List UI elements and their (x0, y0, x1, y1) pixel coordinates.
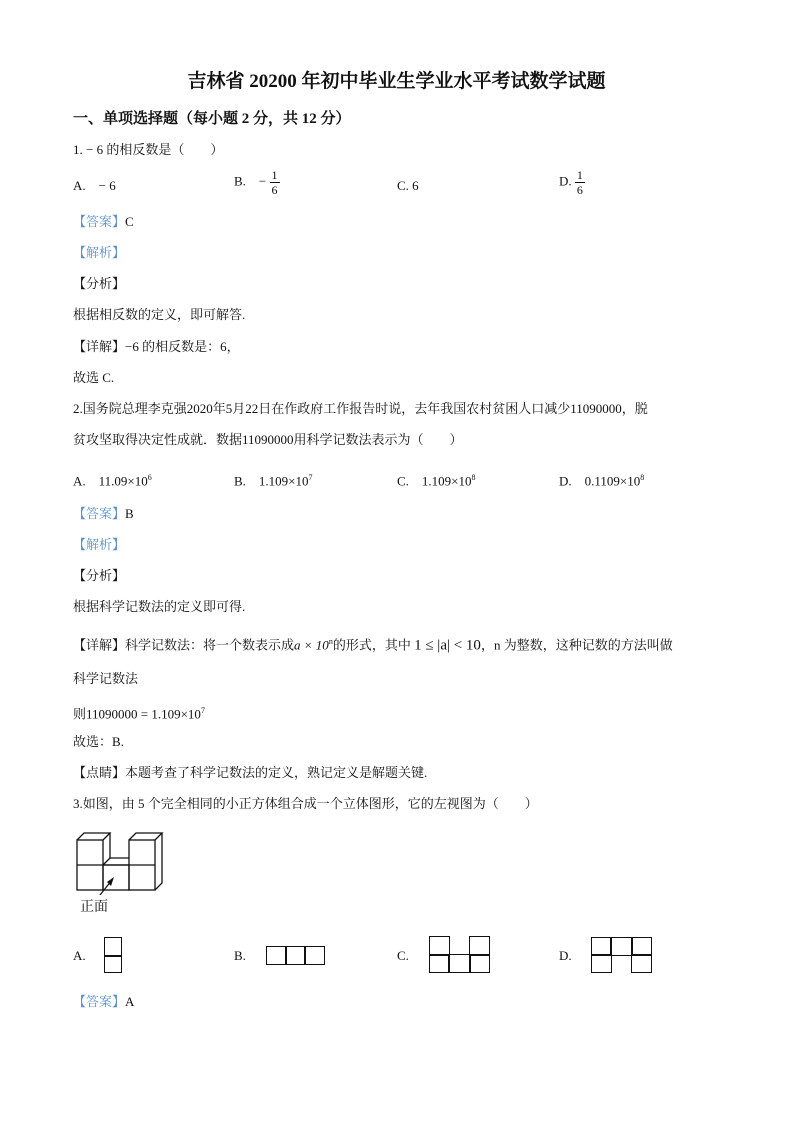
calc-text: 则11090000 = 1.109×10 (73, 706, 201, 722)
detail-text: 科学记数法：将一个数表示成 (125, 637, 295, 653)
q2-detail-cont: 科学记数法 (73, 671, 139, 686)
q2-option-a (73, 469, 152, 490)
q2-fenxi: 根据科学记数法的定义即可得. (73, 599, 246, 614)
q1-option-d (559, 168, 585, 197)
q3-option-a: A. (73, 948, 86, 963)
detail-text: −6 的相反数是：6， (125, 339, 240, 354)
answer-label: 【答案】 (73, 994, 126, 1009)
option-text: C. 1.109×10 (397, 473, 472, 489)
exponent: 8 (471, 473, 476, 482)
exponent: 7 (308, 473, 313, 482)
exponent: 7 (200, 706, 205, 715)
q1-stem: 1. − 6 的相反数是（ ） (73, 142, 224, 157)
page-title: 吉林省 20200 年初中毕业生学业水平考试数学试题 (187, 71, 606, 92)
q1-option-c: C. 6 (397, 178, 419, 193)
q3-option-d: D. (559, 948, 572, 963)
answer-value: A (125, 994, 135, 1009)
section-heading: 一、单项选择题（每小题 2 分，共 12 分） (73, 111, 351, 127)
q2-option-d (559, 469, 644, 490)
exponent: 8 (640, 473, 645, 482)
q3-option-b: B. (234, 948, 246, 963)
comment-label: 【点睛】 (73, 765, 126, 780)
q1-fenxi: 根据相反数的定义，即可解答. (73, 307, 246, 322)
solid-figure (74, 830, 169, 895)
detail-label: 【详解】 (73, 339, 126, 354)
answer-label: 【答案】 (73, 214, 126, 229)
q2-calc (73, 702, 205, 723)
detail-text: ，n 为整数，这种记数的方法叫做 (480, 637, 673, 653)
q1-conclusion: 故选 C. (73, 370, 115, 385)
fraction (270, 168, 280, 197)
q2-option-b (234, 469, 313, 490)
formula: a × 10 (294, 637, 329, 653)
option-text: A. 11.09×10 (73, 473, 148, 489)
q2-analysis-label: 【解析】 (73, 537, 126, 552)
formula: 1 ≤ |a| < 10 (414, 637, 481, 654)
exponent: n (328, 637, 333, 646)
q1-option-a: A. − 6 (73, 178, 116, 193)
option-text: B. 1.109×10 (234, 473, 309, 489)
q2-fenxi-label: 【分析】 (73, 568, 126, 583)
q3-option-c: C. (397, 948, 409, 963)
q2-stem-2: 贫攻坚取得决定性成就．数据11090000用科学记数法表示为（ ） (73, 432, 463, 447)
q1-d-label: D. (559, 173, 572, 189)
answer-value: C (125, 214, 134, 229)
q1-detail (73, 338, 240, 356)
q2-option-c (397, 469, 476, 490)
option-text: D. 0.1109×10 (559, 473, 641, 489)
denominator: 6 (576, 183, 583, 197)
q1-option-b (234, 168, 280, 197)
answer-label: 【答案】 (73, 506, 126, 521)
q2-stem-1: 2.国务院总理李克强2020年5月22日在作政府工作报告时说，去年我国农村贫困人口减少11090000，脱 (73, 401, 648, 416)
detail-label: 【详解】 (73, 637, 126, 653)
q2-comment (73, 764, 427, 782)
q1-answer (73, 213, 134, 231)
q3-stem: 3.如图，由 5 个完全相同的小正方体组合成一个立体图形，它的左视图为（ ） (73, 796, 538, 811)
fraction (575, 168, 585, 197)
q2-conclusion: 故选：B. (73, 734, 124, 749)
q2-answer (73, 505, 134, 523)
q1-b-label: B. − (234, 173, 267, 189)
q1-fenxi-label: 【分析】 (73, 276, 126, 291)
comment-text: 本题考查了科学记数法的定义，熟记定义是解题关键. (125, 765, 428, 780)
q2-detail (73, 633, 673, 654)
detail-text: 的形式，其中 (332, 637, 411, 653)
front-label: 正面 (80, 900, 108, 915)
q1-analysis-label: 【解析】 (73, 245, 126, 260)
denominator: 6 (271, 183, 278, 197)
numerator: 1 (576, 168, 583, 182)
answer-value: B (125, 506, 134, 521)
exponent: 6 (147, 473, 152, 482)
q3-answer (73, 993, 134, 1011)
numerator: 1 (271, 168, 278, 182)
